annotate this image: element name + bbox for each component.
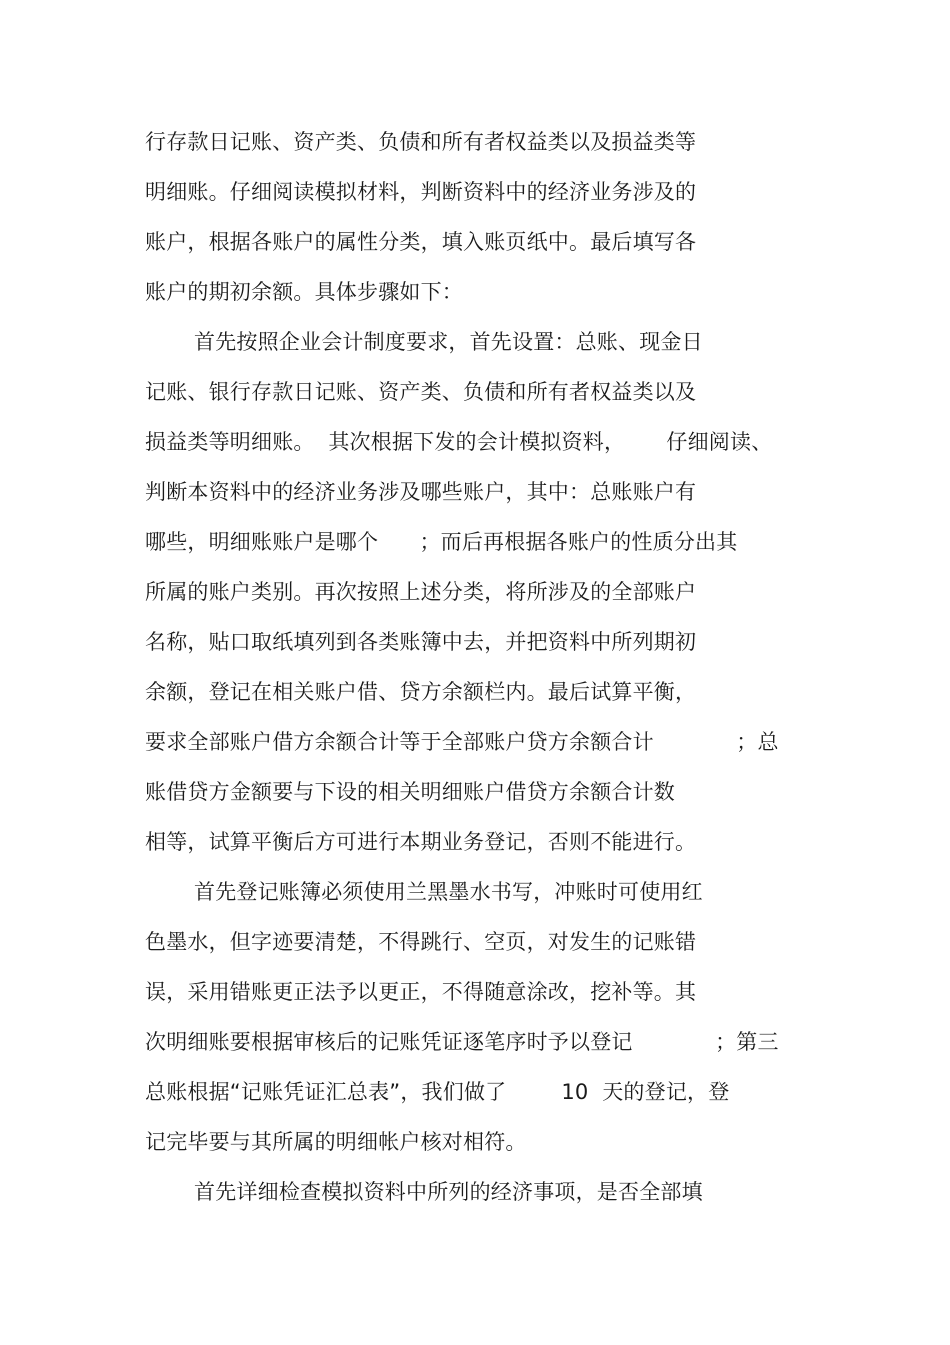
text-line-9: 哪些，明细账账户是哪个 ；而后再根据各账户的性质分出其 [145,530,738,554]
text-line-10: 所属的账户类别。再次按照上述分类，将所涉及的全部账户 [145,580,697,604]
text-line-1: 行存款日记账、资产类、负债和所有者权益类以及损益类等 [145,130,697,154]
text-line-11: 名称，贴口取纸填列到各类账簿中去，并把资料中所列期初 [145,630,697,654]
text-line-15: 相等，试算平衡后方可进行本期业务登记，否则不能进行。 [145,830,697,854]
text-line-13: 要求全部账户借方余额合计等于全部账户贷方余额合计 ；总 [145,730,779,754]
text-line-7: 损益类等明细账。 其次根据下发的会计模拟资料， 仔细阅读、 [145,430,773,454]
text-line-12: 余额，登记在相关账户借、贷方余额栏内。最后试算平衡， [145,680,697,704]
text-line-3: 账户，根据各账户的属性分类，填入账页纸中。最后填写各 [145,230,697,254]
text-line-21: 记完毕要与其所属的明细帐户核对相符。 [145,1130,527,1154]
text-line-18: 误，采用错账更正法予以更正，不得随意涂改，挖补等。其 [145,980,697,1004]
text-line-16: 首先登记账簿必须使用兰黑墨水书写，冲账时可使用红 [194,880,703,904]
text-line-22: 首先详细检查模拟资料中所列的经济事项，是否全部填 [194,1180,703,1204]
text-line-4: 账户的期初余额。具体步骤如下： [145,280,463,304]
text-line-2: 明细账。仔细阅读模拟材料，判断资料中的经济业务涉及的 [145,180,697,204]
text-line-8: 判断本资料中的经济业务涉及哪些账户，其中：总账账户有 [145,480,697,504]
text-line-17: 色墨水，但字迹要清楚，不得跳行、空页，对发生的记账错 [145,930,697,954]
text-line-5: 首先按照企业会计制度要求，首先设置：总账、现金日 [194,330,703,354]
text-line-20: 总账根据“记账凭证汇总表”，我们做了 10 天的登记，登 [145,1080,730,1104]
text-line-6: 记账、银行存款日记账、资产类、负债和所有者权益类以及 [145,380,697,404]
text-line-19: 次明细账要根据审核后的记账凭证逐笔序时予以登记 ；第三 [145,1030,779,1054]
text-line-14: 账借贷方金额要与下设的相关明细账户借贷方余额合计数 [145,780,675,804]
